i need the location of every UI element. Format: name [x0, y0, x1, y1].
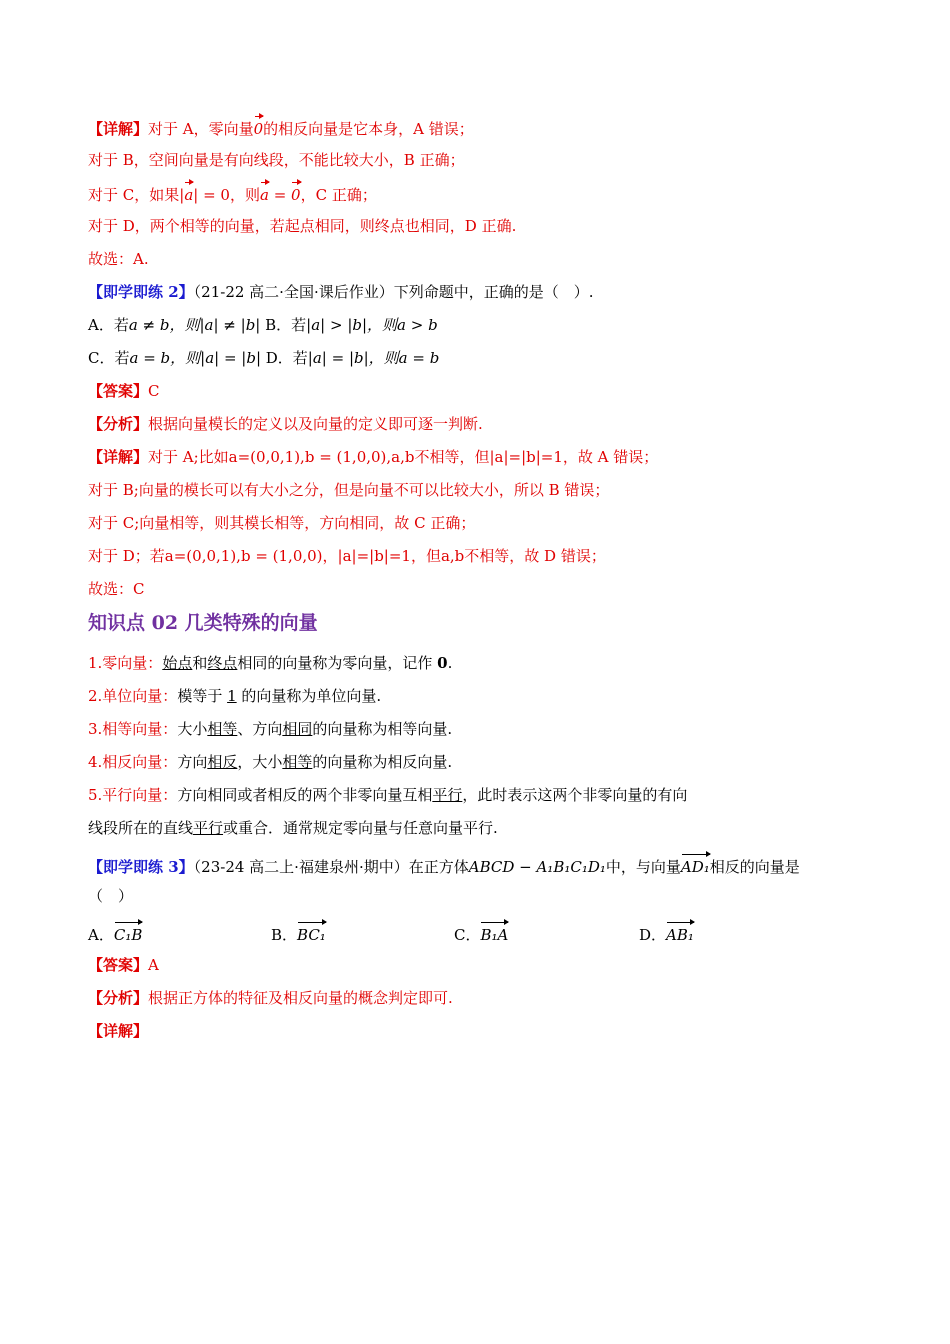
detail-tag: 【详解】 — [88, 120, 149, 138]
conclusion-line: 故选：A. — [88, 250, 149, 268]
cube-name: ABCD − A₁B₁C₁D₁ — [468, 858, 606, 876]
option-c: C．B₁A — [454, 923, 508, 945]
zero-vector: 0 — [254, 117, 264, 139]
definition-unit-vector: 2.单位向量：模等于 1 的向量称为单位向量. — [88, 687, 382, 705]
exercise-2-options-ab: A．若a ≠ b，则|a| ≠ |b| B．若|a| > |b|，则a > b — [88, 316, 438, 334]
answer-line: 【答案】C — [88, 382, 160, 400]
detail-line: 【详解】对于 A;比如a=(0,0,1),b = (1,0,0),a,b不相等，但|a|=|b|=1，故 A 错误； — [88, 448, 659, 466]
option-c-math: a = b，则|a| = |b| — [129, 349, 261, 367]
option-b: B．BC₁ — [271, 923, 326, 945]
exercise-tag: 【即学即练 2】 — [88, 283, 194, 301]
detail-line: 对于 D；若a=(0,0,1),b = (1,0,0)，|a|=|b|=1，但a,b不相等，故 D 错误； — [88, 547, 606, 565]
analysis-line: 【分析】根据正方体的特征及相反向量的概念判定即可. — [88, 989, 453, 1007]
detail-line-3: 对于 C，如果|a| = 0，则a = 0，C 正确； — [88, 183, 377, 205]
exercise-3-stem: 【即学即练 3】（23-24 高二上·福建泉州·期中）在正方体ABCD − A₁B₁C₁D₁中，与向量AD₁相反的向量是 — [88, 855, 800, 877]
analysis-line: 【分析】根据向量模长的定义以及向量的定义即可逐一判断. — [88, 415, 483, 433]
option-d-math: a| = |b|，则a = b — [312, 349, 440, 367]
vector-ad1: AD₁ — [681, 855, 710, 877]
definition-zero-vector: 1.零向量：始点和终点相同的向量称为零向量，记作 0. — [88, 654, 453, 672]
option-b-math: a| > |b|，则a > b — [311, 316, 438, 334]
answer-line: 【答案】A — [88, 956, 159, 974]
detail-line-2: 对于 B，空间向量是有向线段，不能比较大小，B 正确； — [88, 151, 465, 169]
detail-line-1: 【详解】对于 A，零向量0的相反向量是它本身，A 错误； — [88, 117, 474, 139]
exercise-2-stem: 【即学即练 2】（21-22 高二·全国·课后作业）下列命题中，正确的是（ ）. — [88, 283, 594, 301]
definition-parallel-vector: 5.平行向量：方向相同或者相反的两个非零向量互相平行，此时表示这两个非零向量的有向 — [88, 786, 688, 804]
option-d: D．AB₁ — [639, 923, 694, 945]
section-title: 知识点 02 几类特殊的向量 — [88, 612, 318, 634]
definition-opposite-vector: 4.相反向量：方向相反，大小相等的向量称为相反向量. — [88, 753, 453, 771]
definition-parallel-vector-cont: 线段所在的直线平行或重合．通常规定零向量与任意向量平行. — [88, 819, 498, 837]
definition-equal-vector: 3.相等向量：大小相等、方向相同的向量称为相等向量. — [88, 720, 453, 738]
exercise-tag: 【即学即练 3】 — [88, 858, 194, 876]
exercise-2-options-cd: C．若a = b，则|a| = |b| D．若|a| = |b|，则a = b — [88, 349, 440, 367]
detail-line: 对于 C;向量相等，则其模长相等，方向相同，故 C 正确； — [88, 514, 476, 532]
detail-line: 【详解】 — [88, 1022, 149, 1040]
detail-line-4: 对于 D，两个相等的向量，若起点相同，则终点也相同，D 正确. — [88, 217, 517, 235]
detail-line: 对于 B;向量的模长可以有大小之分，但是向量不可以比较大小，所以 B 错误； — [88, 481, 610, 499]
exercise-3-options — [88, 923, 888, 945]
conclusion-line: 故选：C — [88, 580, 145, 598]
option-a-math: a ≠ b，则|a| ≠ |b| — [128, 316, 261, 334]
exercise-3-paren: （ ） — [88, 887, 134, 905]
option-a: A．C₁B — [88, 923, 142, 945]
